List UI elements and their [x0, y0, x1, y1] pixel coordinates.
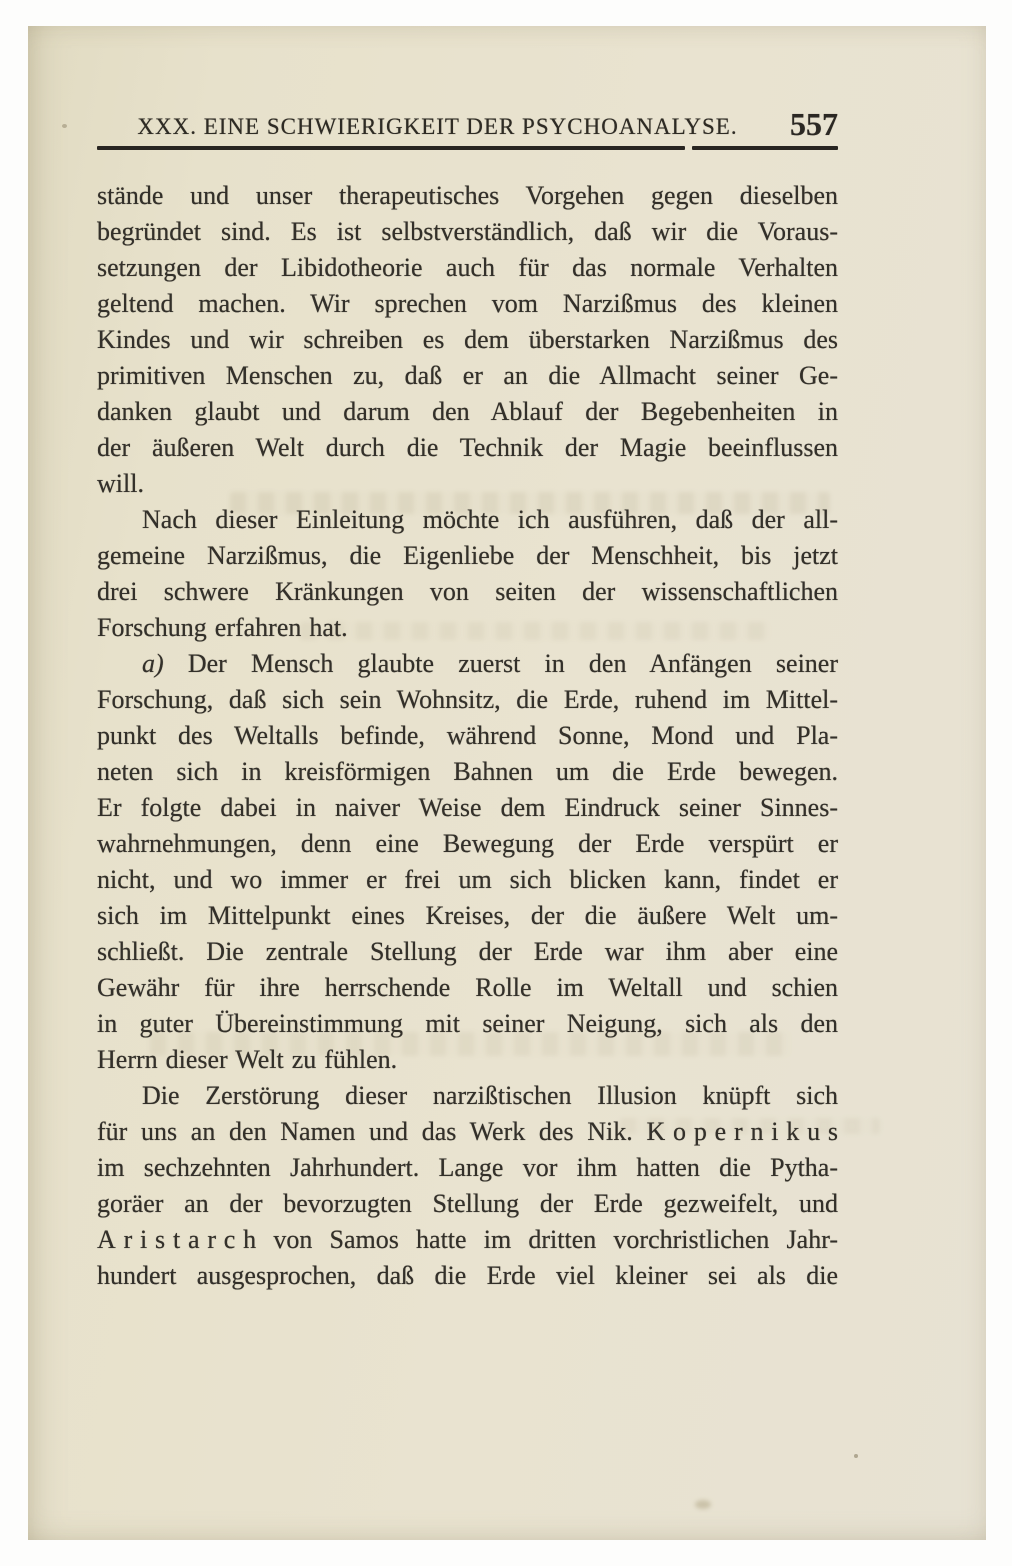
text-segment: Nach dieser Einleitung möchte ich ausführen, daß der all-	[142, 505, 838, 534]
text-segment: Forschung erfahren hat.	[97, 613, 348, 642]
text-segment: neten sich in kreisförmigen Bahnen um die Erde bewegen.	[97, 757, 838, 786]
text-segment: sich im Mittelpunkt eines Kreises, der die äußere Welt um-	[97, 901, 838, 930]
text-line	[97, 1222, 838, 1258]
text-line	[97, 790, 838, 826]
text-line	[97, 358, 838, 394]
paper-speck	[854, 1454, 858, 1458]
text-segment: Kopernikus	[646, 1117, 846, 1146]
page-number: 557	[790, 106, 838, 142]
text-segment: hundert ausgesprochen, daß die Erde viel kleiner sei als die	[97, 1261, 838, 1290]
text-segment: gemeine Narzißmus, die Eigenliebe der Menschheit, bis jetzt	[97, 541, 838, 570]
text-line	[97, 538, 838, 574]
text-segment: von Samos hatte im dritten vorchristlichen Jahr-	[256, 1225, 838, 1254]
text-segment: begründet sind. Es ist selbstverständlich, daß wir die Voraus-	[97, 217, 838, 246]
text-line	[97, 322, 838, 358]
text-line	[97, 574, 838, 610]
text-segment: nicht, und wo immer er frei um sich blicken kann, findet er	[97, 865, 838, 894]
text-segment: Aristarch	[97, 1225, 264, 1254]
text-line	[97, 286, 838, 322]
text-line	[97, 394, 838, 430]
text-line	[97, 610, 838, 646]
text-segment: danken glaubt und darum den Ablauf der Begebenheiten in	[97, 397, 838, 426]
text-line	[97, 466, 838, 502]
text-segment: Gewähr für ihre herrschende Rolle im Weltall und schien	[97, 973, 838, 1002]
text-segment: Herrn dieser Welt zu fühlen.	[97, 1045, 398, 1074]
text-segment: primitiven Menschen zu, daß er an die Allmacht seiner Ge-	[97, 361, 838, 390]
text-segment: punkt des Weltalls befinde, während Sonne, Mond und Pla-	[97, 721, 838, 750]
text-line	[97, 1006, 838, 1042]
text-line	[97, 970, 838, 1006]
text-line	[97, 178, 838, 214]
text-segment: Er folgte dabei in naiver Weise dem Eindruck seiner Sinnes-	[97, 793, 838, 822]
text-line	[97, 502, 838, 538]
text-line	[97, 1114, 846, 1150]
text-segment: setzungen der Libidotheorie auch für das normale Verhalten	[97, 253, 838, 282]
text-segment: Forschung, daß sich sein Wohnsitz, die Erde, ruhend im Mittel-	[97, 685, 838, 714]
header-rule	[97, 146, 838, 151]
text-line	[97, 934, 838, 970]
text-segment: a)	[142, 649, 164, 678]
text-line	[97, 250, 838, 286]
text-segment: schließt. Die zentrale Stellung der Erde war ihm aber eine	[97, 937, 838, 966]
text-line	[97, 214, 838, 250]
running-title: XXX. EINE SCHWIERIGKEIT DER PSYCHOANALYSE.	[137, 114, 738, 139]
text-segment: goräer an der bevorzugten Stellung der Erde gezweifelt, und	[97, 1189, 838, 1218]
text-line	[97, 1150, 838, 1186]
text-line	[97, 430, 838, 466]
text-segment: wahrnehmungen, denn eine Bewegung der Erde verspürt er	[97, 829, 838, 858]
text-line	[97, 1078, 838, 1114]
body-text	[97, 178, 846, 1294]
text-line	[97, 718, 838, 754]
text-line	[97, 862, 838, 898]
text-segment: will.	[97, 469, 144, 498]
text-line	[97, 682, 838, 718]
text-line	[97, 1186, 838, 1222]
text-segment: Der Mensch glaubte zuerst in den Anfängen seiner	[163, 649, 838, 678]
page-header	[97, 106, 838, 148]
text-segment: stände und unser therapeutisches Vorgehen gegen dieselben	[97, 181, 838, 210]
text-segment: Die Zerstörung dieser narzißtischen Illusion knüpft sich	[142, 1081, 838, 1110]
text-line	[97, 898, 838, 934]
text-segment: im sechzehnten Jahrhundert. Lange vor ihm hatten die Pytha-	[97, 1153, 838, 1182]
text-line	[97, 754, 838, 790]
text-line	[97, 826, 838, 862]
book-page	[28, 26, 986, 1540]
text-segment: in guter Übereinstimmung mit seiner Neigung, sich als den	[97, 1009, 838, 1038]
text-segment: für uns an den Namen und das Werk des Nik.	[97, 1117, 647, 1146]
text-segment: drei schwere Kränkungen von seiten der wissenschaftlichen	[97, 577, 838, 606]
text-segment: geltend machen. Wir sprechen vom Narzißmus des kleinen	[97, 289, 838, 318]
text-segment: der äußeren Welt durch die Technik der Magie beeinflussen	[97, 433, 838, 462]
paper-speck	[62, 124, 67, 128]
header-rule-right-segment	[692, 146, 838, 150]
text-line	[97, 1258, 838, 1294]
text-line	[97, 1042, 838, 1078]
header-rule-left-segment	[97, 146, 685, 150]
paper-speck	[695, 1500, 711, 1509]
text-line	[97, 646, 838, 682]
text-segment: Kindes und wir schreiben es dem überstarken Narzißmus des	[97, 325, 838, 354]
